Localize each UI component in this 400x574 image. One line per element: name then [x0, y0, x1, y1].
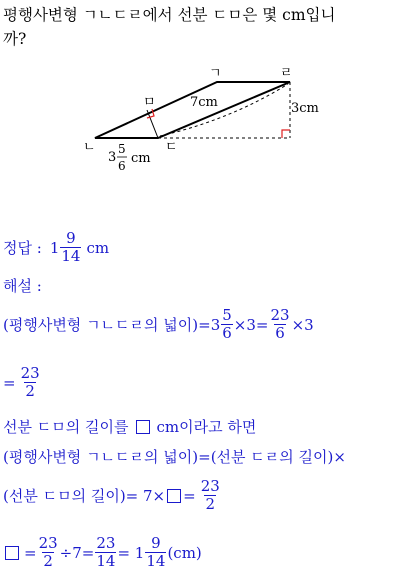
parallelogram-shape — [95, 82, 290, 138]
right-angle-mark-base — [282, 130, 290, 138]
vertex-label-m: ㅁ — [143, 95, 156, 110]
parallelogram-figure — [0, 0, 400, 180]
l6-fraction-1 — [38, 535, 59, 570]
l3-b: cm이라고 하면 — [156, 418, 257, 436]
l6-f1-num: 23 — [38, 534, 58, 552]
bottom-length-whole: 3 — [108, 150, 117, 165]
l5-b: = — [183, 486, 196, 505]
l5-a: (선분 ㄷㅁ의 길이)= 7× — [3, 486, 166, 505]
l1-mid: ×3= — [233, 315, 269, 334]
vertex-label-g: ㄱ — [209, 66, 222, 81]
l6-eq1: = — [24, 543, 37, 562]
unknown-box — [136, 420, 150, 434]
answer-den: 14 — [61, 247, 81, 265]
vertex-label-d: ㄷ — [165, 140, 178, 155]
explanation-label-text: 해설 : — [3, 277, 42, 295]
label-3cm: 3cm — [291, 101, 319, 116]
label-7cm: 7cm — [190, 95, 218, 110]
bottom-length-unit: cm — [131, 151, 151, 166]
l5-num: 23 — [200, 477, 220, 495]
l1-f1-den: 6 — [222, 324, 232, 342]
l1-text: (평행사변형 ㄱㄴㄷㄹ의 넓이)=3 — [3, 315, 221, 334]
l6-f1-den: 2 — [43, 552, 53, 570]
answer-num: 9 — [66, 229, 76, 247]
l2-fraction — [20, 365, 41, 400]
l6-div: ÷7= — [59, 543, 95, 562]
answer-label: 정답 : — [3, 238, 42, 257]
answer-unit: cm — [86, 238, 110, 257]
l1-f2-num: 23 — [270, 306, 290, 324]
l6-fraction-2 — [95, 535, 116, 570]
l2-num: 23 — [20, 364, 40, 382]
explanation-line-6 — [3, 535, 202, 570]
l2-den: 2 — [25, 382, 35, 400]
l6-unit: (cm) — [167, 543, 202, 562]
l4: (평행사변형 ㄱㄴㄷㄹ의 넓이)=(선분 ㄷㄹ의 길이)× — [3, 448, 346, 466]
l5-fraction — [200, 478, 221, 513]
l1-fraction-1 — [221, 307, 233, 342]
explanation-label — [3, 276, 42, 296]
bottom-length-num: 5 — [118, 142, 126, 156]
explanation-line-1 — [3, 307, 314, 342]
question-line-2: 까? — [3, 30, 27, 48]
l3-a: 선분 ㄷㅁ의 길이를 — [3, 418, 129, 436]
l1-f2-den: 6 — [275, 324, 285, 342]
l6-f3-den: 14 — [146, 552, 166, 570]
unknown-box — [5, 546, 19, 560]
answer-whole: 1 — [49, 238, 60, 257]
explanation-line-3 — [3, 417, 256, 437]
explanation-line-4 — [3, 447, 346, 467]
l6-f2-num: 23 — [96, 534, 116, 552]
l6-eq2: = 1 — [117, 543, 145, 562]
vertex-label-r: ㄹ — [280, 66, 293, 81]
l6-f3-num: 9 — [151, 534, 161, 552]
bottom-length-den: 6 — [118, 159, 126, 173]
vertex-label-n: ㄴ — [83, 140, 96, 155]
explanation-line-2 — [3, 365, 42, 400]
answer-fraction — [60, 230, 81, 265]
l6-f2-den: 14 — [96, 552, 116, 570]
unknown-box — [167, 489, 181, 503]
l1-fraction-2 — [269, 307, 290, 342]
segment-dm — [147, 110, 158, 138]
l1-f1-num: 5 — [222, 306, 232, 324]
l5-den: 2 — [205, 495, 216, 513]
l2-eq: = — [3, 373, 16, 392]
answer-line — [3, 230, 109, 265]
explanation-line-5 — [3, 478, 222, 513]
question-line-1: 평행사변형 ㄱㄴㄷㄹ에서 선분 ㄷㅁ은 몇 cm입니 — [3, 6, 336, 24]
l6-fraction-3 — [145, 535, 166, 570]
l1-end: ×3 — [291, 315, 314, 334]
